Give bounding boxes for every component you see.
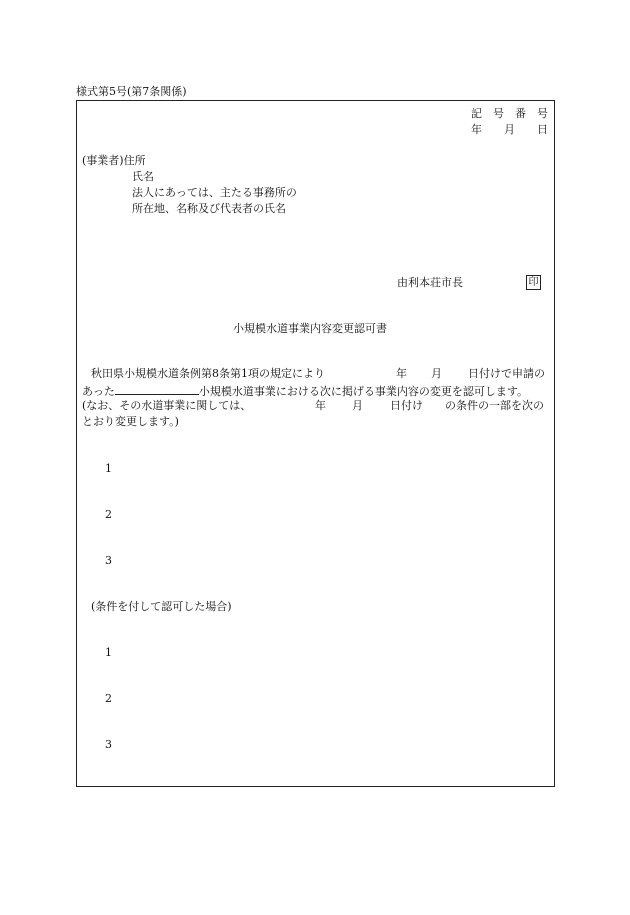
- body-line-1-text: 秋田県小規模水道条例第8条第1項の規定により: [91, 367, 325, 380]
- body-line-3-text: (なお、その水道事業に関しては、: [82, 399, 252, 412]
- record-number: 記 号 番 号: [471, 107, 548, 120]
- addressee-address: (事業者)住所: [82, 154, 146, 167]
- body-line-1-year: 年: [396, 367, 407, 380]
- conditions-heading: (条件を付して認可した場合): [91, 600, 232, 613]
- condition-number: 1: [105, 646, 112, 659]
- body-line-2-text: 小規模水道事業における次に掲げる事業内容の変更を認可します。: [198, 385, 529, 398]
- addressee-corporate-note-1: 法人にあっては、主たる事務所の: [132, 186, 297, 199]
- body-line-3-tail: の条件の一部を次の: [445, 399, 544, 412]
- body-line-3-date: 日付け: [390, 399, 423, 412]
- body-line-2: [82, 383, 528, 399]
- body-line-3-year: 年: [315, 399, 326, 412]
- addressee-corporate-note-2: 所在地、名称及び代表者の氏名: [132, 202, 286, 215]
- condition-number: 2: [105, 692, 112, 705]
- item-number: 3: [105, 554, 112, 567]
- blank-underline: [115, 383, 199, 395]
- item-number: 1: [105, 462, 112, 475]
- body-line-3-month: 月: [352, 399, 363, 412]
- body-line-1-tail: 日付けで申請の: [468, 367, 545, 380]
- condition-number: 3: [105, 738, 112, 751]
- body-line-4: とおり変更します。): [82, 415, 179, 428]
- seal-mark: [526, 275, 541, 290]
- issue-date: 年 月 日: [471, 123, 548, 136]
- addressee-name: 氏名: [132, 170, 154, 183]
- document-title: 小規模水道事業内容変更認可書: [233, 322, 387, 335]
- body-line-1-month: 月: [431, 367, 442, 380]
- form-number: 様式第5号(第7条関係): [76, 85, 187, 98]
- seal-box: 印: [526, 275, 541, 290]
- issuer-name: 由利本荘市長: [397, 276, 463, 289]
- body-line-2-prefix: あった: [82, 385, 115, 398]
- item-number: 2: [105, 508, 112, 521]
